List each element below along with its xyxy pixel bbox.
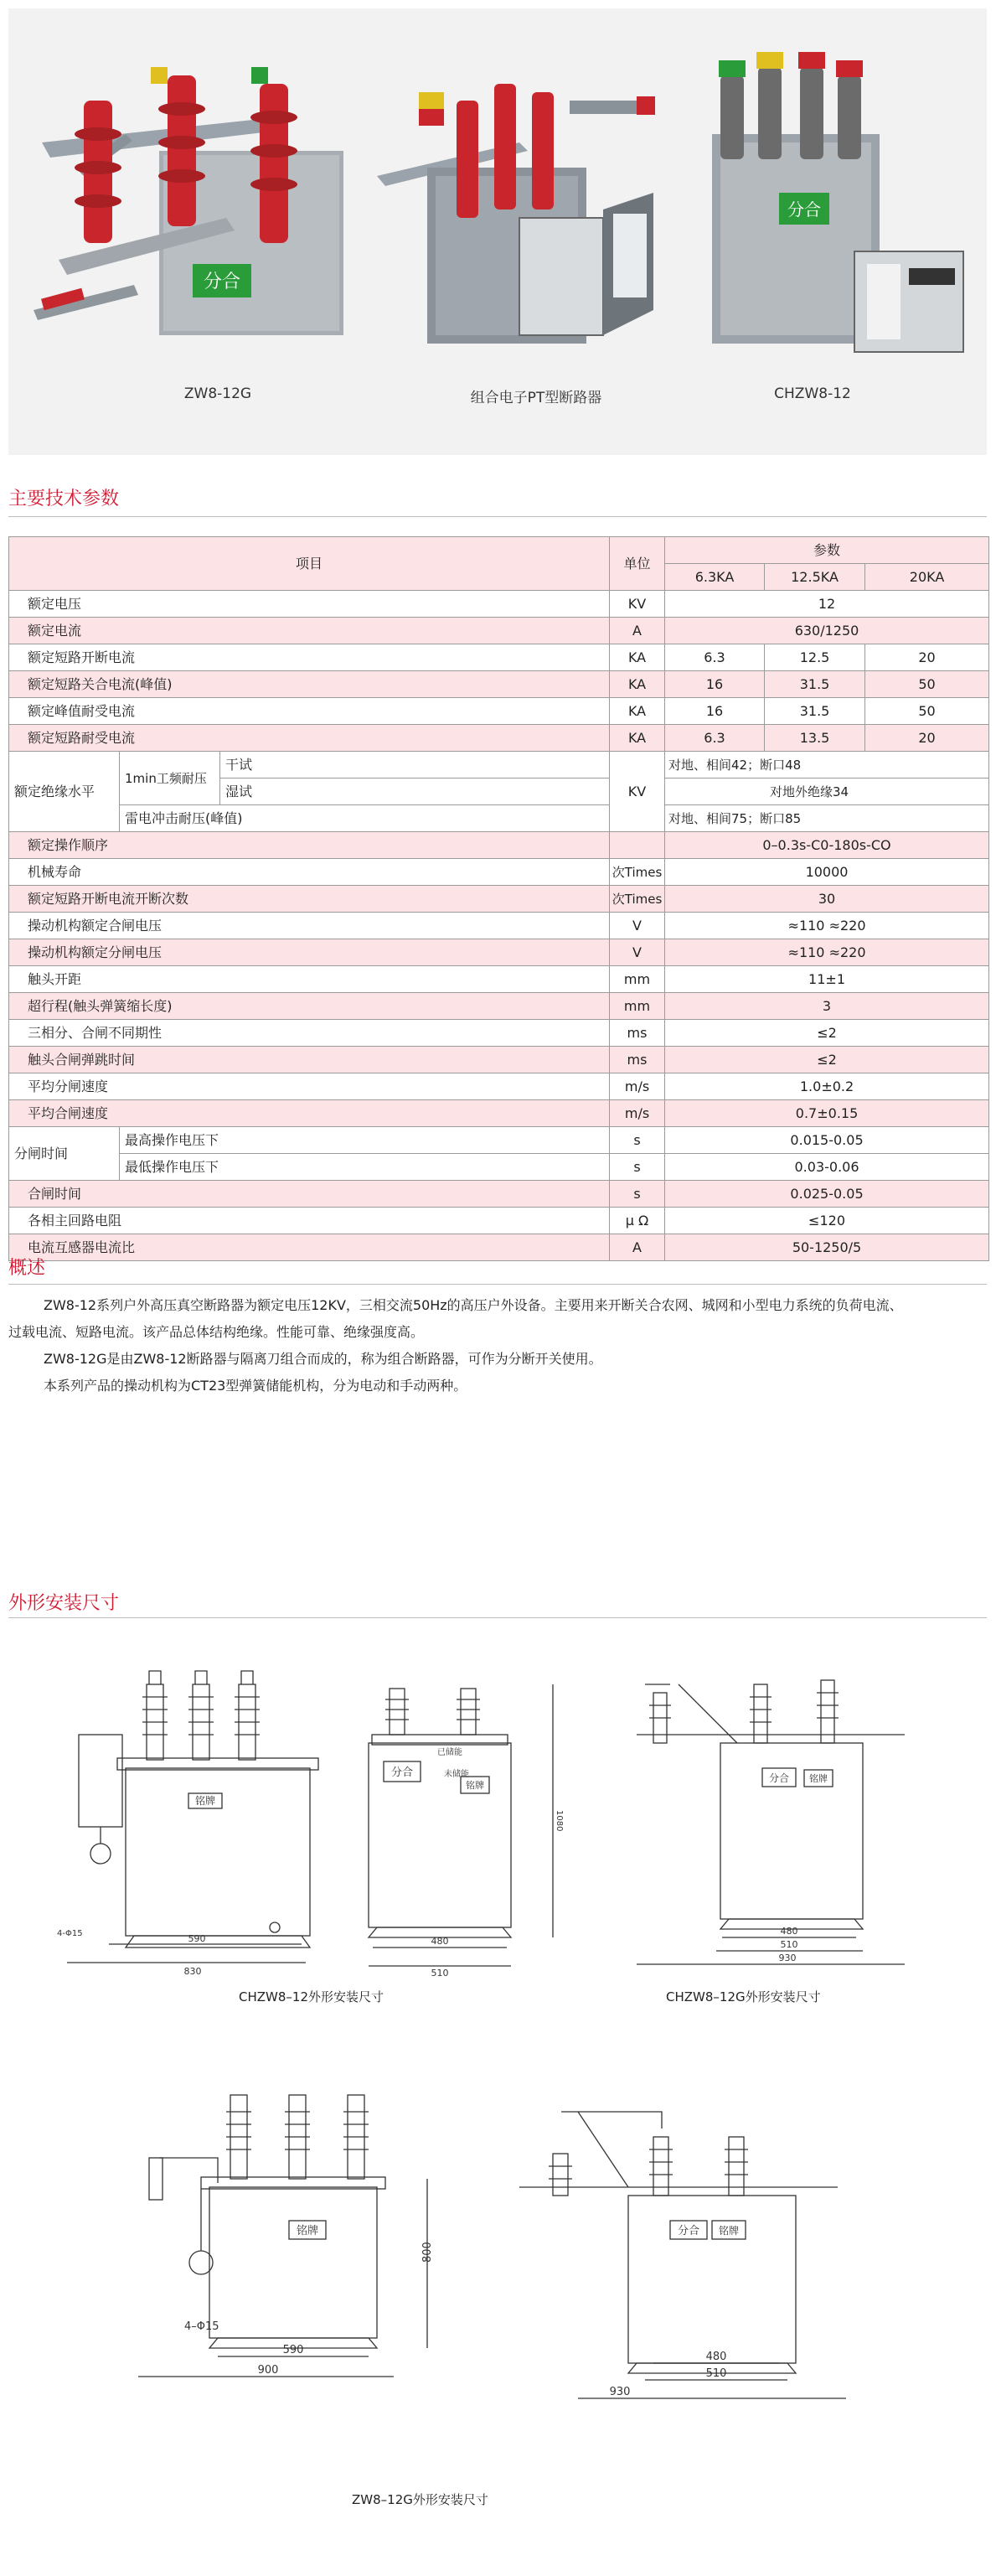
- table-row-insulation: 额定绝缘水平 1min工频耐压 干试 KV 对地、相间42；断口48: [9, 752, 989, 778]
- drawing1-nameplate: 铭牌: [194, 1795, 216, 1807]
- overview-paragraph-1b: 过载电流、短路电流。该产品总体结构绝缘。性能可靠、绝缘强度高。: [8, 1324, 425, 1340]
- table-row: 额定电流 A 630/1250: [9, 618, 989, 644]
- combined-pt-breaker-photo: [369, 67, 687, 352]
- drawing2-chuneng: 已储能: [437, 1748, 462, 1757]
- photo-caption-3: CHZW8-12: [774, 385, 851, 402]
- drawing1-w2: 830: [183, 1966, 202, 1977]
- head-params: 参数: [665, 537, 989, 564]
- fenhe-label: 分合: [203, 272, 241, 292]
- drawing2-h: 1080: [555, 1810, 564, 1832]
- chzw8-12-photo: [695, 50, 972, 360]
- overview-paragraph-2: ZW8-12G是由ZW8-12断路器与隔离刀组合而成的，称为组合断路器，可作为分断开关使用。: [44, 1351, 602, 1367]
- table-row-insulation: 雷电冲击耐压(峰值) 对地、相间75；断口85: [9, 805, 989, 832]
- table-row-insulation: 湿试 对地外绝缘34: [9, 778, 989, 805]
- table-row: 额定电压 KV 12: [9, 591, 989, 618]
- drawing1-hole: 4-Φ15: [57, 1929, 83, 1938]
- drawing2-fenhe: 分合: [390, 1766, 414, 1779]
- table-row: 三相分、合闸不同期性 ms ≤2: [9, 1020, 989, 1047]
- drawing3-w3: 930: [778, 1953, 797, 1963]
- table-row-opening-time: 分闸时间 最高操作电压下 s 0.015-0.05: [9, 1127, 989, 1154]
- drawing-chzw8-12-front: [57, 1659, 335, 1978]
- drawing-chzw8-12g: [628, 1634, 913, 1969]
- table-row: 平均分闸速度 m/s 1.0±0.2: [9, 1073, 989, 1100]
- zw8-12g-photo: [25, 50, 343, 352]
- drawing4-hole: 4–Φ15: [184, 2320, 219, 2333]
- drawing5-w2: 510: [705, 2367, 727, 2380]
- drawing1-w1: 590: [188, 1933, 206, 1944]
- drawing3-nameplate: 铭牌: [809, 1773, 828, 1784]
- table-row: 额定短路开断电流 KA 6.3 12.5 20: [9, 644, 989, 671]
- drawing5-nameplate: 铭牌: [718, 2225, 740, 2237]
- table-row: 电流互感器电流比 A 50-1250/5: [9, 1234, 989, 1261]
- specs-section-rule: [8, 516, 987, 517]
- drawing2-nameplate: 铭牌: [466, 1780, 484, 1791]
- table-row: 超行程(触头弹簧缩长度) mm 3: [9, 993, 989, 1020]
- drawing-caption-3: ZW8–12G外形安装尺寸: [352, 2492, 488, 2507]
- table-row: 额定短路关合电流(峰值) KA 16 31.5 50: [9, 671, 989, 698]
- overview-section-rule: [8, 1284, 987, 1285]
- drawing4-w1: 590: [282, 2344, 304, 2356]
- drawing3-fenhe: 分合: [768, 1772, 790, 1784]
- table-row: 操动机构额定分闸电压 V ≈110 ≈220: [9, 939, 989, 966]
- head-item: 项目: [9, 537, 610, 591]
- drawing-zw8-12g-front: [142, 2078, 461, 2388]
- table-row: 额定峰值耐受电流 KA 16 31.5 50: [9, 698, 989, 725]
- drawing4-h: 800: [421, 2242, 434, 2263]
- head-col-12-5: 12.5KA: [765, 564, 865, 591]
- drawing3-w2: 510: [780, 1939, 798, 1950]
- head-col-6-3: 6.3KA: [665, 564, 765, 591]
- table-row: 各相主回路电阻 μ Ω ≤120: [9, 1208, 989, 1234]
- drawing-caption-1: CHZW8–12外形安装尺寸: [239, 1989, 384, 2004]
- dims-section-title: 外形安装尺寸: [8, 1593, 120, 1614]
- drawing2-w2: 510: [431, 1968, 449, 1979]
- overview-paragraph-3: 本系列产品的操动机构为CT23型弹簧储能机构，分为电动和手动两种。: [44, 1378, 467, 1394]
- drawing2-weichuneng: 未储能: [444, 1770, 469, 1779]
- table-row: 合闸时间 s 0.025-0.05: [9, 1181, 989, 1208]
- table-row: 额定短路耐受电流 KA 6.3 13.5 20: [9, 725, 989, 752]
- drawing3-w1: 480: [780, 1926, 798, 1937]
- table-row: 操动机构额定合闸电压 V ≈110 ≈220: [9, 913, 989, 939]
- spec-table: [8, 536, 989, 1261]
- table-row: 触头合闸弹跳时间 ms ≤2: [9, 1047, 989, 1073]
- specs-section-title: 主要技术参数: [8, 489, 120, 510]
- drawing5-w3: 930: [609, 2386, 631, 2398]
- table-row: 额定短路开断电流开断次数 次Times 30: [9, 886, 989, 913]
- drawing2-w1: 480: [431, 1936, 449, 1947]
- head-unit: 单位: [610, 537, 665, 591]
- table-row: 平均合闸速度 m/s 0.7±0.15: [9, 1100, 989, 1127]
- drawing5-w1: 480: [705, 2351, 727, 2363]
- chzw-fenhe-label: 分合: [787, 199, 821, 220]
- drawing-chzw8-12-side: [360, 1668, 578, 1978]
- table-row: 额定操作顺序 0–0.3s-C0-180s-CO: [9, 832, 989, 859]
- head-col-20: 20KA: [865, 564, 989, 591]
- drawing4-nameplate: 铭牌: [296, 2225, 319, 2237]
- overview-paragraph-1: ZW8-12系列户外高压真空断路器为额定电压12KV，三相交流50Hz的高压户外设备。主要用来开断关合农网、城网和小型电力系统的负荷电流、: [44, 1297, 903, 1313]
- drawing-zw8-12g-side: [511, 2095, 846, 2413]
- drawing5-fenhe: 分合: [677, 2225, 700, 2237]
- table-row-opening-time: 最低操作电压下 s 0.03-0.06: [9, 1154, 989, 1181]
- dims-section-rule: [8, 1617, 987, 1618]
- table-row: 触头开距 mm 11±1: [9, 966, 989, 993]
- photo-caption-2: 组合电子PT型断路器: [470, 390, 602, 406]
- overview-section-title: 概述: [8, 1258, 46, 1279]
- drawing-caption-2: CHZW8–12G外形安装尺寸: [666, 1989, 821, 2004]
- drawing4-w2: 900: [257, 2364, 279, 2377]
- table-row: 机械寿命 次Times 10000: [9, 859, 989, 886]
- photo-caption-1: ZW8-12G: [183, 385, 252, 402]
